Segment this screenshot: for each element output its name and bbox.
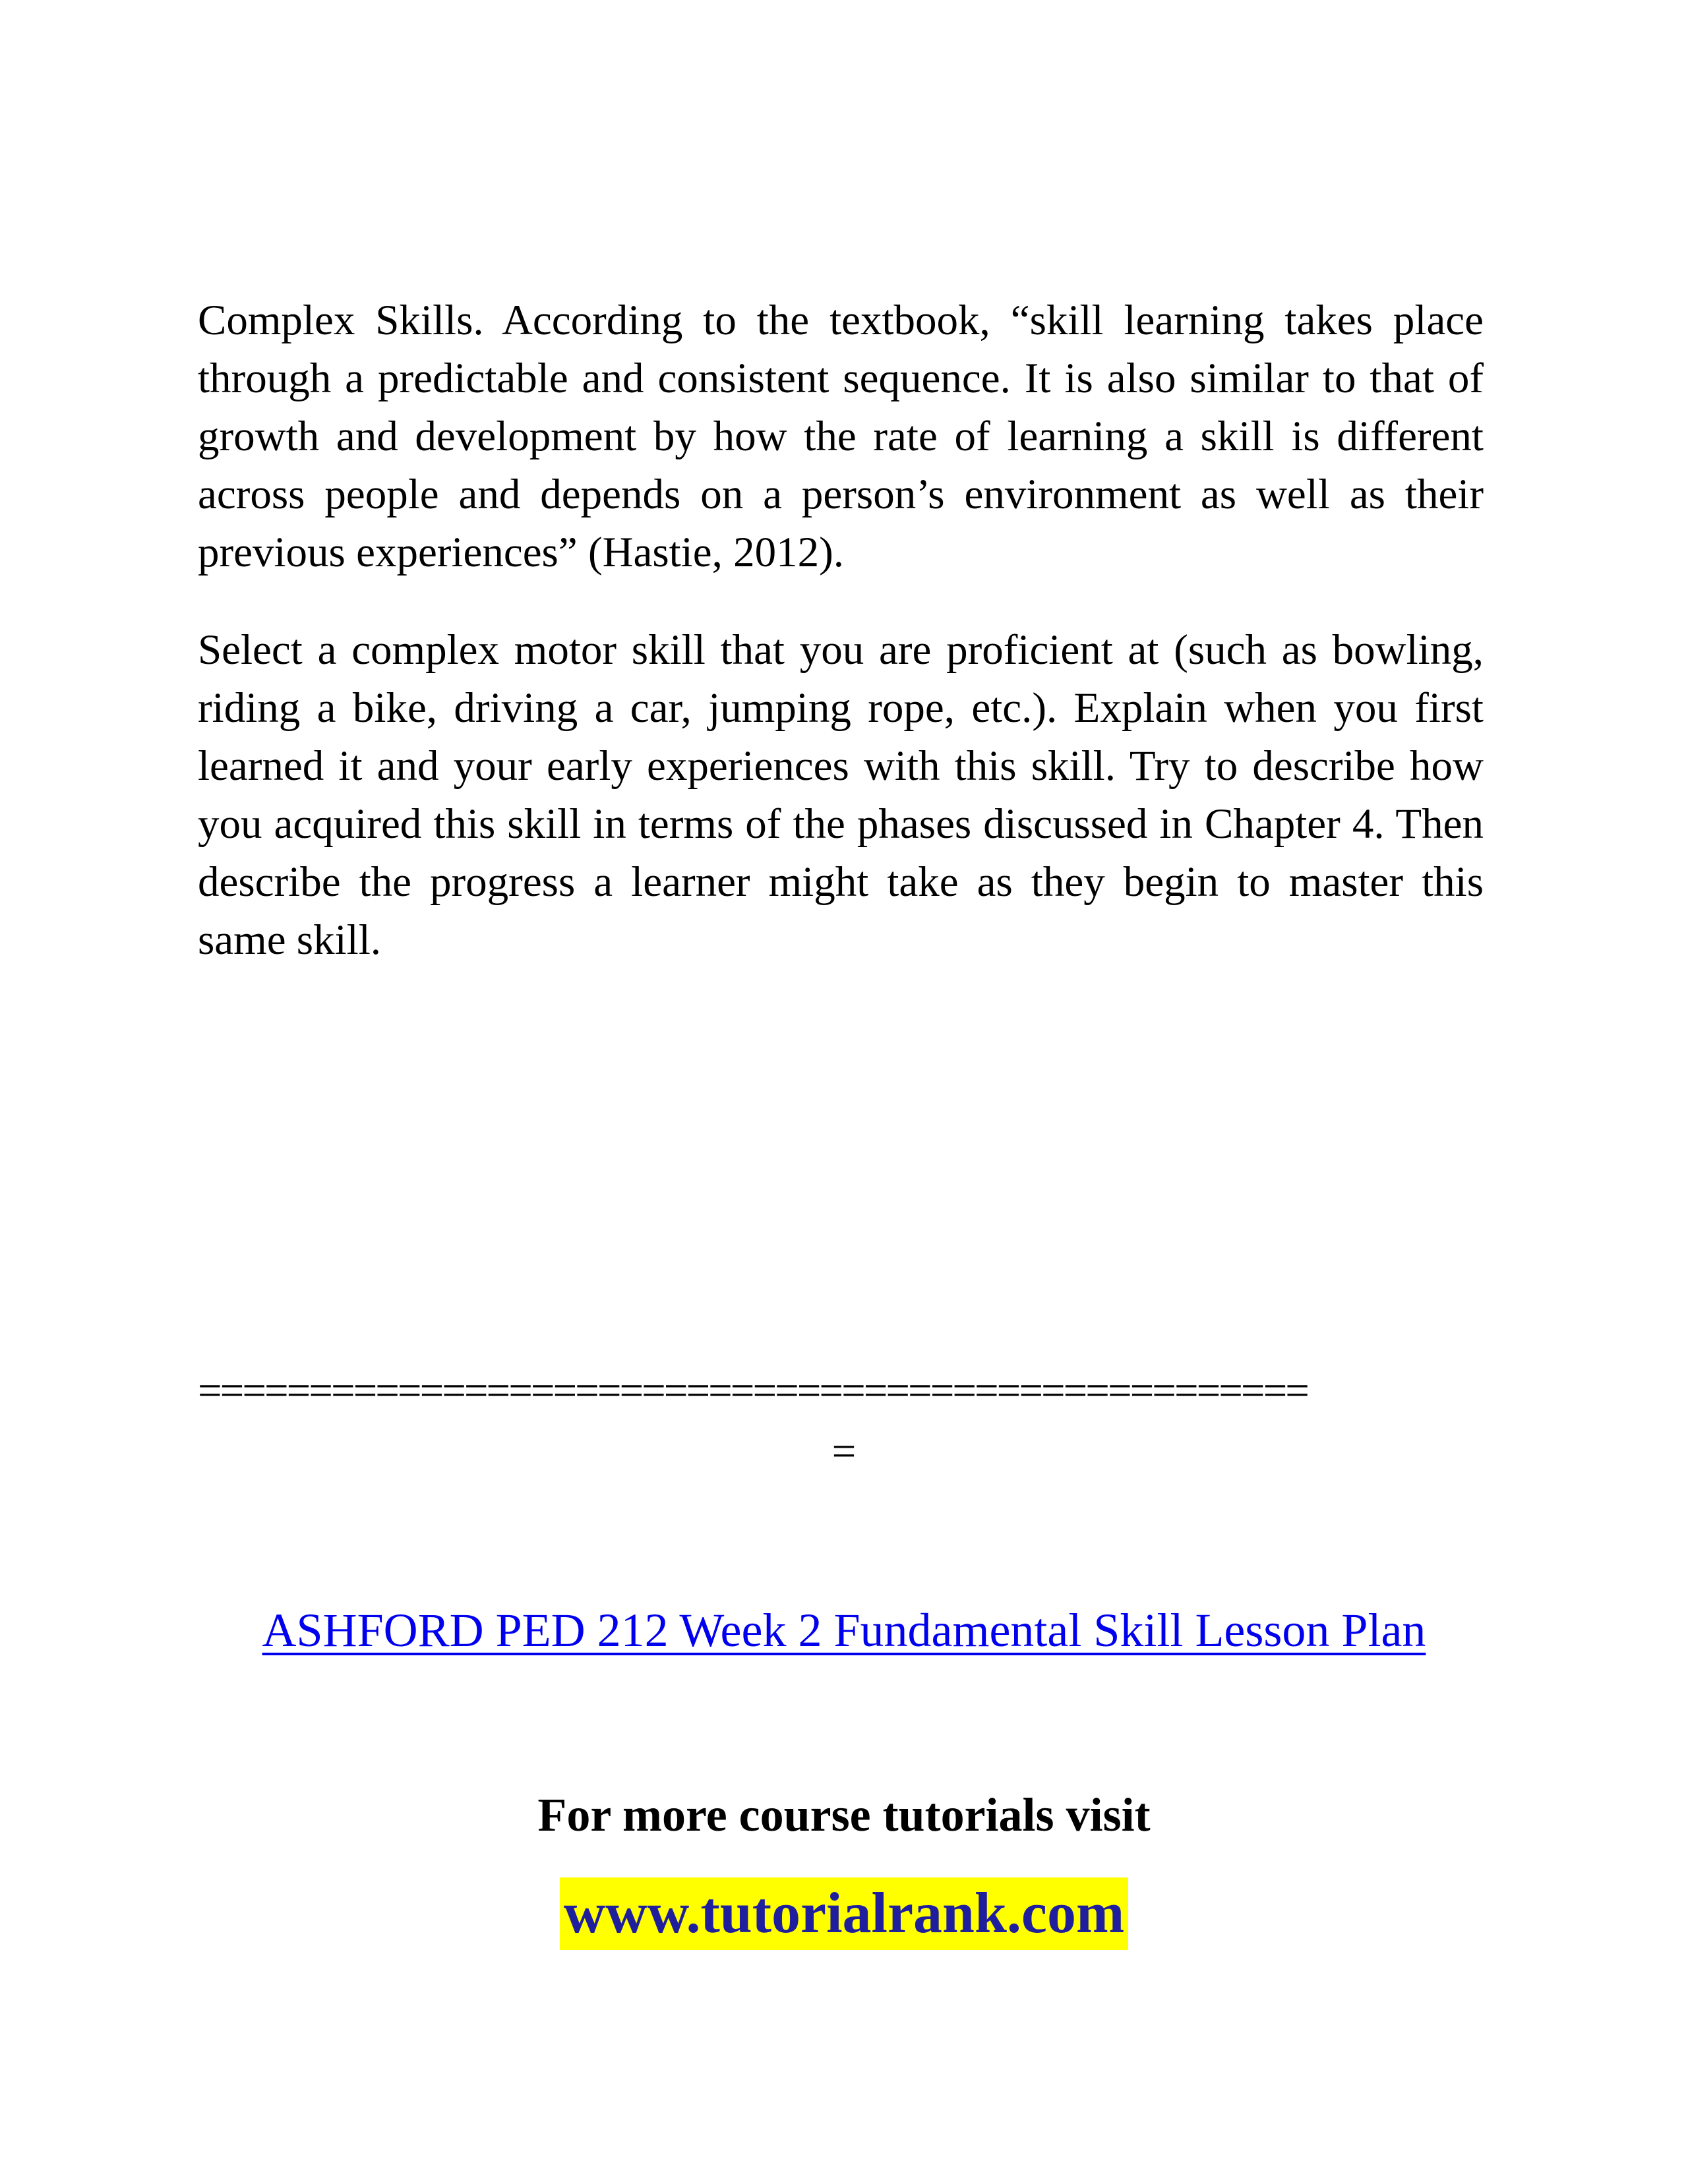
lesson-plan-link[interactable]: ASHFORD PED 212 Week 2 Fundamental Skill Lesson Plan — [262, 1604, 1426, 1657]
paragraph-assignment-prompt: Select a complex motor skill that you are proficient at (such as bowling, riding a bike, driving a car, jumping rope, etc.). Explain when you first learned it and your early experiences with this skill. Try to describe how you acquired this skill in terms of the phases discussed in Chapter 4. Then describe the progress a learner might take as they begin to master this same skill. — [198, 626, 1484, 964]
paragraph-complex-skills: Complex Skills. According to the textbook, “skill learning takes place through a predictable and consistent sequence. It is also similar to that of growth and development by how the rate of learning a skill is different across people and depends on a person’s environment as well as their previous experiences” (Hastie, 2012). — [198, 297, 1484, 576]
website-highlight[interactable]: www.tutorialrank.com — [560, 1877, 1129, 1950]
separator-line: ================================================== — [198, 1367, 1308, 1415]
website-container — [0, 1877, 1688, 1950]
link-container — [0, 1601, 1688, 1660]
separator-tail: = — [831, 1428, 857, 1475]
more-tutorials-text: For more course tutorials visit — [537, 1788, 1151, 1841]
